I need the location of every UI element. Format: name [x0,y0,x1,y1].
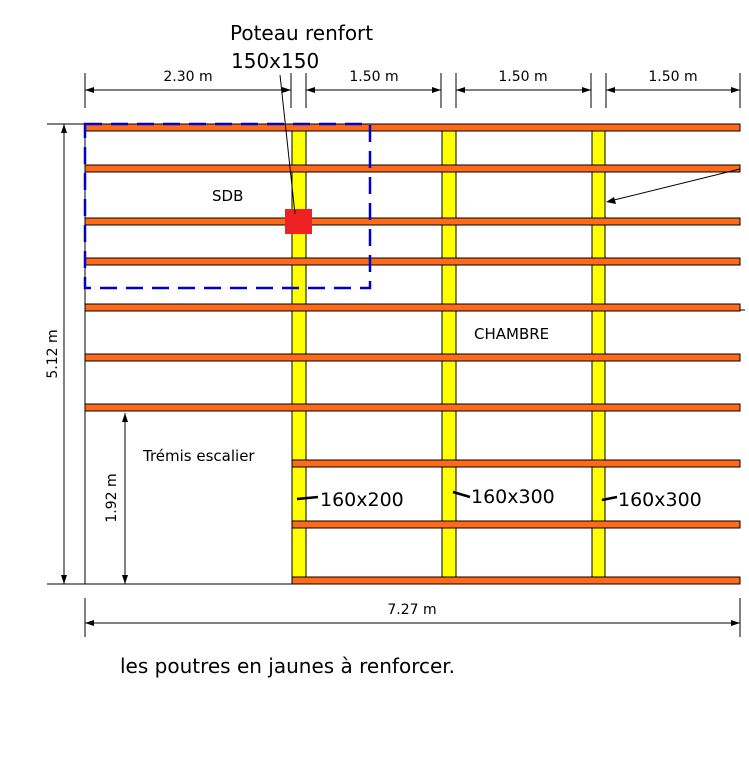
dim-top-3: 1.50 m [498,69,548,85]
joist [85,354,740,361]
dim-top-4: 1.50 m [648,69,698,85]
annotation-line-1: Poteau renfort [230,21,374,45]
dim-top-1: 2.30 m [163,69,213,85]
dim-height: 5.12 m [45,329,61,379]
room-label-bathroom: SDB [212,187,244,205]
beam-size-label-1: 160x200 [320,489,404,511]
joist [85,304,740,311]
room-label-stairwell: Trémis escalier [143,447,255,465]
beam-size-label-3: 160x300 [618,489,702,511]
leader-arrowhead [606,197,616,204]
caption: les poutres en jaunes à renforcer. [120,654,456,678]
joist [85,404,740,411]
dim-stair-height: 1.92 m [104,473,120,523]
beam-size-label-2: 160x300 [471,486,555,508]
leader-lines [280,75,745,310]
dim-top-2: 1.50 m [349,69,399,85]
room-label-bedroom: CHAMBRE [474,325,550,343]
dim-width: 7.27 m [387,602,437,618]
joist [85,258,740,265]
reinforcement-post [285,209,312,234]
joist [292,521,740,528]
joist [85,165,740,172]
joist [85,124,740,131]
joist [292,577,740,584]
annotation-line-2: 150x150 [231,49,320,73]
joist [292,460,740,467]
joist [85,218,740,225]
